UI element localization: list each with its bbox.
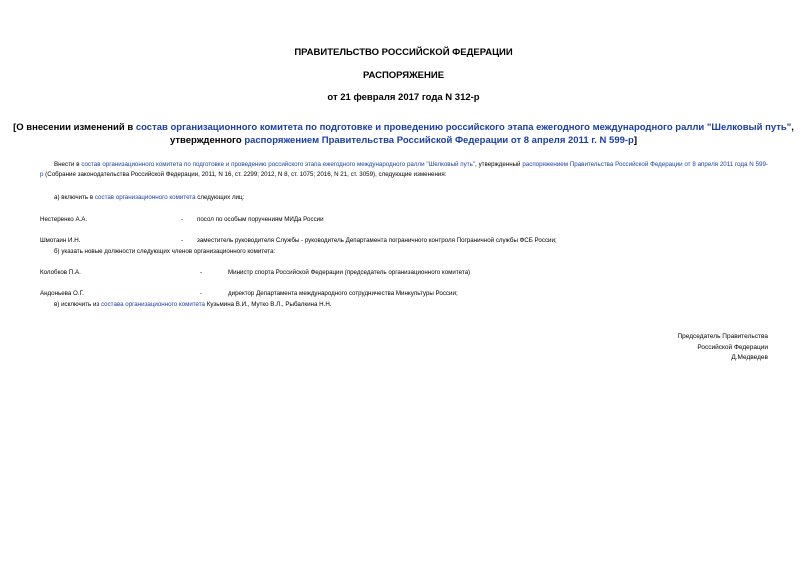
item-c (54, 300, 332, 309)
item-a (54, 193, 244, 202)
document-subject (0, 121, 807, 147)
member-dash: - (181, 237, 184, 244)
item-a-text: а) включить в (54, 194, 95, 201)
member-name: Андоньева О.Г. (40, 290, 84, 297)
item-a-text: следующих лиц: (195, 194, 245, 201)
intro-paragraph (40, 160, 768, 180)
subject-text: ] (633, 135, 638, 146)
org-heading: ПРАВИТЕЛЬСТВО РОССИЙСКОЙ ФЕДЕРАЦИИ (294, 47, 513, 58)
member-position: директор Департамента международного сотрудничества Минкультуры России; (228, 290, 458, 297)
member-position: Министр спорта Российской Федерации (председатель организационного комитета) (228, 269, 471, 276)
intro-text: , утвержденный (475, 161, 523, 168)
signature-line: Российской Федерации (697, 343, 768, 351)
member-position: заместитель руководителя Службы - руководитель Департамента пограничного контроля Пограничной службы ФСБ России; (197, 237, 557, 244)
item-c-link[interactable]: состава организационного комитета (100, 301, 205, 308)
signature-block (677, 332, 768, 364)
doc-type-heading: РАСПОРЯЖЕНИЕ (362, 70, 445, 81)
member-dash: - (200, 290, 203, 297)
item-c-text: Кузьмина В.И., Мутко В.Л., Рыбалкина Н.Н. (205, 301, 332, 308)
intro-link-order[interactable]: распоряжением Правительства Российской Федерации от 8 апреля 2011 года N 599-р (40, 161, 768, 178)
member-name: Нестеренко А.А. (40, 216, 88, 223)
item-a-link[interactable]: состав организационного комитета (94, 194, 196, 201)
intro-text: (Собрание законодательства Российской Федерации, 2011, N 16, ст. 2299; 2012, N 8, ст. 1075; 2016, N 21, ст. 3059), следующие изменения: (43, 171, 447, 178)
member-name: Шмотаин И.Н. (40, 237, 81, 244)
member-name: Колобков П.А. (40, 269, 81, 276)
date-number-heading: от 21 февраля 2017 года N 312-р (327, 92, 480, 103)
signature-line: Председатель Правительства (677, 333, 768, 340)
item-c-text: в) исключить из (54, 301, 101, 308)
subject-text: утвержденного (169, 135, 245, 146)
signature-name: Д.Медведев (731, 354, 768, 361)
member-dash: - (181, 216, 184, 223)
subject-text: [О внесении изменений в (13, 122, 136, 133)
member-position: посол по особым поручениям МИДа России (197, 216, 324, 223)
subject-link-committee[interactable]: состав организационного комитета по подготовке и проведению российского этапа ежегодного международного ралли "Шелковый путь" (135, 122, 792, 133)
subject-text: , (791, 122, 794, 133)
subject-link-order[interactable]: распоряжением Правительства Российской Федерации от 8 апреля 2011 г. N 599-р (244, 135, 634, 146)
item-b: б) указать новые должности следующих членов организационного комитета: (54, 248, 276, 255)
intro-text: Внести в (54, 161, 82, 168)
intro-link-committee[interactable]: состав организационного комитета по подготовке и проведению российского этапа ежегодного международного ралли "Шелковый путь" (81, 161, 476, 168)
member-dash: - (200, 269, 203, 276)
